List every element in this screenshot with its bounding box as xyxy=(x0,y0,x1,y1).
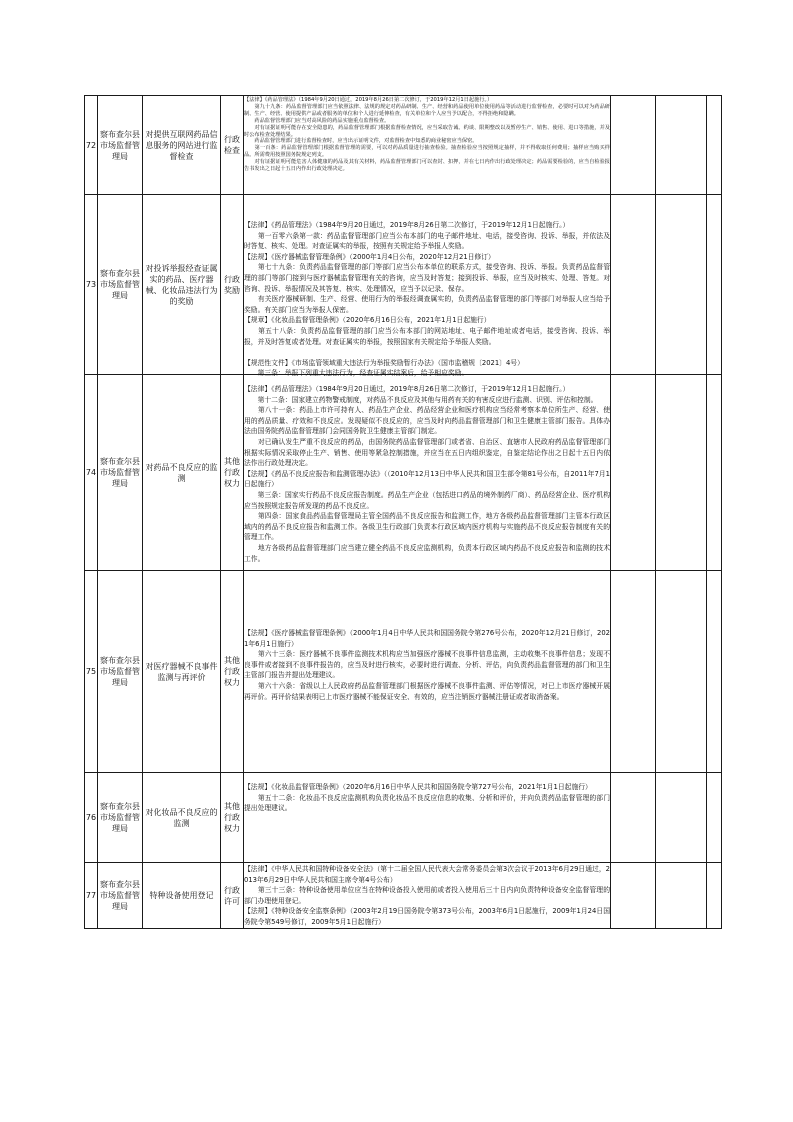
legal-basis-paragraph: 第一百条：药品监督管理部门根据监督管理的需要，可以对药品质量进行抽查检验。抽查检验应当按照规定抽样，并不得收取任何费用；抽样应当购买样品。所需费用按照国务院规定列支。 xyxy=(244,145,610,159)
legal-basis-paragraph: 【法律】《药品管理法》（1984年9月20日通过，2019年8月26日第二次修订，于2019年12月1日起施行。） xyxy=(244,221,570,229)
row-number: 72 xyxy=(85,96,98,195)
legal-basis-paragraph: 【规范性文件】《市场监管领域重大违法行为举报奖励暂行办法》（国市监稽规〔2021〕4号） xyxy=(244,358,524,367)
blank-cell-b xyxy=(656,96,707,195)
power-item-cell: 特种设备使用登记 xyxy=(143,863,221,929)
table-row xyxy=(85,571,722,773)
blank-cell-b xyxy=(656,863,707,929)
blank-cell-c xyxy=(707,96,722,195)
legal-basis-paragraph: 【法规】《化妆品监督管理条例》（2020年6月16日中华人民共和国国务院令第727号公布，2021年1月1日起施行） xyxy=(244,783,592,791)
legal-basis-paragraph xyxy=(244,347,610,358)
legal-basis-paragraph: 第八十一条：药品上市许可持有人、药品生产企业、药品经营企业和医疗机构应当经常考察本单位所生产、经营、使用的药品质量、疗效和不良反应。发现疑似不良反应的，应当及时向药品监督管理部门和卫生健康主管部门报告。具体办法由国务院药品监督管理部门会同国务院卫生健康主管部门制定。 xyxy=(244,406,610,436)
blank-cell-b xyxy=(656,375,707,571)
legal-basis-paragraph: 第七十九条：负责药品监督管理的部门等部门应当公布本单位的联系方式，接受咨询、投诉、举报。负责药品监督管理的部门等部门接到与医疗器械监督管理有关的咨询，应当及时答复；接到投诉、举报，应当及时核实、处理、答复。对咨询、投诉、举报情况及其答复、核实、处理情况，应当予以记录、保存。 xyxy=(244,263,610,293)
blank-cell-b xyxy=(656,195,707,375)
legal-basis-paragraph: 第五十二条：化妆品不良反应监测机构负责化妆品不良反应信息的收集、分析和评价，并向负责药品监督管理的部门提出处理建议。 xyxy=(244,793,610,813)
blank-cell-c xyxy=(707,863,722,929)
legal-basis-cell xyxy=(244,773,611,863)
department-cell: 察布查尔县市场监督管理局 xyxy=(98,571,143,773)
legal-basis-paragraph: 【法规】《药品不良反应报告和监测管理办法》（（2010年12月13日中华人民共和国卫生部令第81号公布，自2011年7月1日起施行） xyxy=(244,469,610,489)
table-row xyxy=(85,96,722,195)
blank-cell-c xyxy=(707,195,722,375)
blank-cell-b xyxy=(656,571,707,773)
legal-basis-paragraph: 第三条：举报下列重大违法行为，经查证属实结案后，给予相应奖励。 xyxy=(244,369,469,378)
power-item-cell: 对化妆品不良反应的监测 xyxy=(143,773,221,863)
table-row xyxy=(85,863,722,929)
department-cell: 察布查尔县市场监督管理局 xyxy=(98,863,143,929)
legal-basis-paragraph: 对有证据证明可能存在安全隐患的，药品监督管理部门根据监督检查情况，应当采取告诫、约谈、限期整改以及暂停生产、销售、使用、进口等措施，并及时公布检查处理结果。 xyxy=(244,124,610,138)
legal-basis-paragraph: 药品监督管理部门应当对高风险的药品实施重点监督检查。 xyxy=(244,117,390,124)
legal-basis-paragraph: 第五十八条：负责药品监督管理的部门应当公布本部门的网站地址、电子邮件地址或者电话，接受咨询、投诉、举报，并及时答复或者处理。对查证属实的举报，按照国家有关规定给予举报人奖励。 xyxy=(244,326,610,346)
table-row xyxy=(85,773,722,863)
power-list-table xyxy=(84,95,722,929)
blank-cell-a xyxy=(611,195,656,375)
legal-basis-cell xyxy=(244,96,611,195)
row-number: 74 xyxy=(85,375,98,571)
power-type-cell: 行政奖励 xyxy=(221,195,244,375)
blank-cell-a xyxy=(611,96,656,195)
row-number: 73 xyxy=(85,195,98,375)
power-item-cell: 对药品不良反应的监测 xyxy=(143,375,221,571)
table-row xyxy=(85,195,722,375)
legal-basis-cell xyxy=(244,195,611,378)
department-cell: 察布查尔县市场监督管理局 xyxy=(98,195,143,375)
table-row xyxy=(85,375,722,571)
legal-basis-cell xyxy=(244,375,611,571)
power-type-cell: 其他行政权力 xyxy=(221,773,244,863)
legal-basis-paragraph: 【法律】《药品管理法》（1984年9月20日通过，2019年8月26日第二次修订，于2019年12月1日起施行。） xyxy=(244,385,570,393)
blank-cell-c xyxy=(707,773,722,863)
legal-basis-paragraph: 第十二条：国家建立药物警戒制度，对药品不良反应及其他与用药有关的有害反应进行监测、识别、评估和控制。 xyxy=(244,395,598,404)
power-item-cell: 对投诉举报经查证属实的药品、医疗器械、化妆品违法行为的奖励 xyxy=(143,195,221,375)
row-number: 75 xyxy=(85,571,98,773)
legal-basis-paragraph: 【法律】《药品管理法》（1984年9月20日通过，2019年8月26日第二次修订，于2019年12月1日起施行。） xyxy=(244,97,493,103)
legal-basis-paragraph: 第六十六条：省级以上人民政府药品监督管理部门根据医疗器械不良事件监测、评估等情况，对已上市医疗器械开展再评价。再评价结果表明已上市医疗器械不能保证安全、有效的，应当注销医疗器械注册证或者取消备案。 xyxy=(244,681,610,701)
legal-basis-paragraph: 地方各级药品监督管理部门应当建立健全药品不良反应监测机构，负责本行政区域内药品不良反应报告和监测的技术工作。 xyxy=(244,543,610,563)
legal-basis-paragraph: 【法规】《医疗器械监督管理条例》（2000年1月4日中华人民共和国国务院令第276号公布，2020年12月21日修订，2021年6月1日施行） xyxy=(244,629,610,648)
legal-basis-paragraph: 药品监督管理部门进行监督检查时，应当出示证明文件，对监督检查中知悉的商业秘密应当保密。 xyxy=(244,138,478,145)
power-type-cell: 行政检查 xyxy=(221,96,244,195)
blank-cell-a xyxy=(611,863,656,929)
department-cell: 察布查尔县市场监督管理局 xyxy=(98,773,143,863)
legal-basis-paragraph: 第九十九条：药品监督管理部门应当依照法律、法规的规定对药品研制、生产、经营和药品使用单位使用药品等活动进行监督检查，必要时可以对为药品研制、生产、经营、使用提供产品或者服务的单位和个人进行延伸检查，有关单位和个人应当予以配合，不得拒绝和隐瞒。 xyxy=(244,103,610,117)
legal-basis-paragraph: 第六十三条：医疗器械不良事件监测技术机构应当加强医疗器械不良事件信息监测，主动收集不良事件信息；发现不良事件或者接到不良事件报告的，应当及时进行核实，必要时进行调查、分析、评估，向负责药品监督管理的部门和卫生主管部门报告并提出处理建议。 xyxy=(244,650,610,680)
legal-basis-cell xyxy=(244,571,611,773)
power-type-cell: 其他行政权力 xyxy=(221,571,244,773)
legal-basis-paragraph: 对有证据证明可能危害人体健康的药品及其有关材料，药品监督管理部门可以查封、扣押，并在七日内作出行政处理决定；药品需要检验的，应当自检验报告书发出之日起十五日内作出行政处理决定。 xyxy=(244,159,610,173)
legal-basis-paragraph: 【规章】《化妆品监督管理条例》（2020年6月16日公布，2021年1月1日起施行） xyxy=(244,316,491,325)
blank-cell-a xyxy=(611,773,656,863)
blank-cell-a xyxy=(611,375,656,571)
department-cell: 察布查尔县市场监督管理局 xyxy=(98,96,143,195)
row-number: 77 xyxy=(85,863,98,929)
legal-basis-paragraph: 【法规】《医疗器械监督管理条例》（2000年1月4日公布，2020年12月21日修订） xyxy=(244,252,495,261)
legal-basis-paragraph: 第三条：国家实行药品不良反应报告制度。药品生产企业（包括进口药品的境外制药厂商）、药品经营企业、医疗机构应当按照规定报告所发现的药品不良反应。 xyxy=(244,490,610,510)
blank-cell-c xyxy=(707,375,722,571)
legal-basis-paragraph: 【法规】《特种设备安全监察条例》（2003年2月19日国务院令第373号公布，2003年6月1日起施行，2009年1月24日国务院令第549号修订，2009年5月1日起施行） xyxy=(244,907,610,926)
power-type-cell: 其他行政权力 xyxy=(221,375,244,571)
legal-basis-cell xyxy=(244,863,611,929)
legal-basis-paragraph: 【法律】《中华人民共和国特种设备安全法》（第十二届全国人民代表大会常务委员会第3次会议于2013年6月29日通过，2013年6月29日中华人民共和国主席令第4号公布） xyxy=(244,865,610,884)
blank-cell-c xyxy=(707,571,722,773)
power-item-cell: 对提供互联网药品信息服务的网站进行监督检查 xyxy=(143,96,221,195)
power-type-cell: 行政许可 xyxy=(221,863,244,929)
legal-basis-paragraph: 第三十三条：特种设备使用单位应当在特种设备投入使用前或者投入使用后三十日内向负责特种设备安全监督管理的部门办理使用登记。 xyxy=(244,886,610,905)
department-cell: 察布查尔县市场监督管理局 xyxy=(98,375,143,571)
legal-basis-paragraph: 对已确认发生严重不良反应的药品，由国务院药品监督管理部门或者省、自治区、直辖市人民政府药品监督管理部门根据实际情况采取停止生产、销售、使用等紧急控制措施，并应当在五日内组织鉴定，自鉴定结论作出之日起十五日内依法作出行政处理决定。 xyxy=(244,437,610,468)
blank-cell-a xyxy=(611,571,656,773)
power-item-cell: 对医疗器械不良事件监测与再评价 xyxy=(143,571,221,773)
legal-basis-paragraph: 有关医疗器械研制、生产、经营、使用行为的举报经调查属实的，负责药品监督管理的部门等部门对举报人应当给予奖励。有关部门应当为举报人保密。 xyxy=(244,295,610,314)
legal-basis-paragraph: 第四条：国家食品药品监督管理局主管全国药品不良反应报告和监测工作，地方各级药品监督管理部门主管本行政区域内的药品不良反应报告和监测工作。各级卫生行政部门负责本行政区域内医疗机构与实施药品不良反应报告制度有关的管理工作。 xyxy=(244,512,610,542)
row-number: 76 xyxy=(85,773,98,863)
legal-basis-paragraph: 第一百零六条第一款：药品监督管理部门应当公布本部门的电子邮件地址、电话，接受咨询、投诉、举报，并依法及时答复、核实、处理。对查证属实的举报，按照有关规定给予举报人奖励。 xyxy=(244,231,610,251)
blank-cell-b xyxy=(656,773,707,863)
